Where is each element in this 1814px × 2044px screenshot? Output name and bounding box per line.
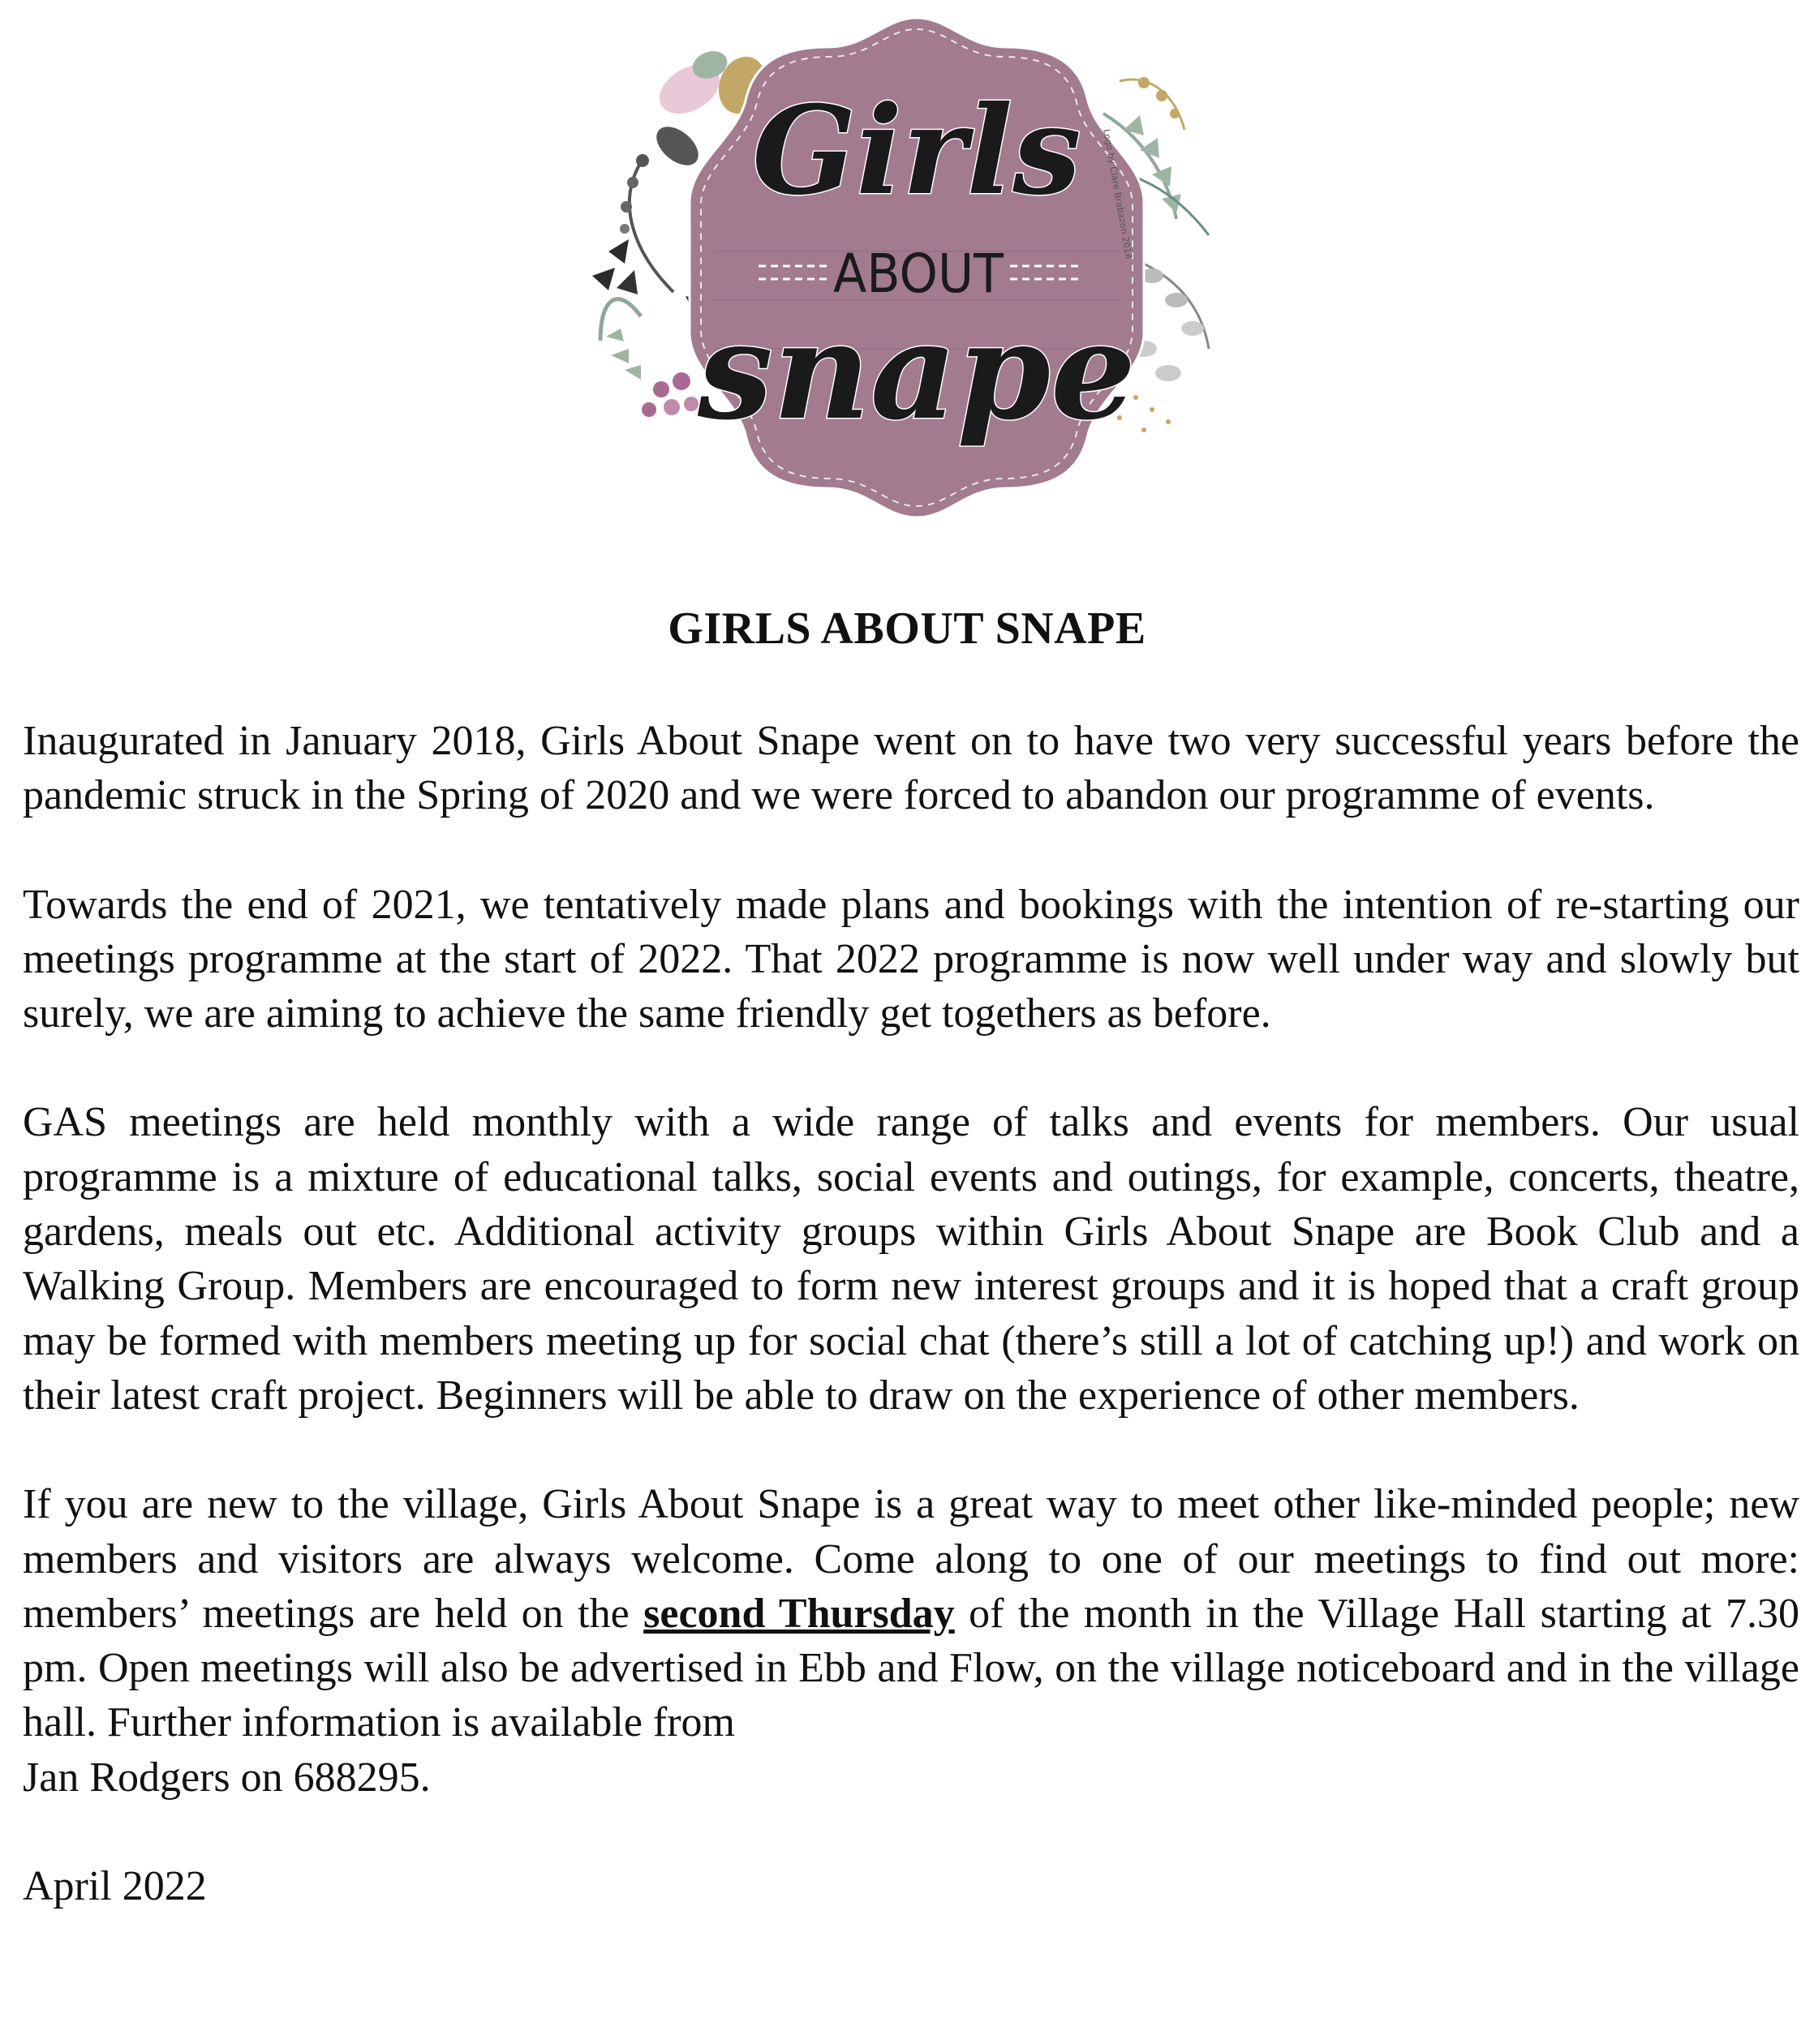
paragraph-inaugurated: Inaugurated in January 2018, Girls About Snape went on to have two very successful years before the pandemic struck in the Spring of 2020 and we were forced to abandon our programme of events. (23, 718, 1799, 819)
girls-about-snape-logo (584, 8, 1249, 527)
document-body (23, 714, 1799, 1913)
paragraph-meetings: GAS meetings are held monthly with a wide range of talks and events for members. Our usual programme is a mixture of educational talks, social events and outings, for example, concerts, theatre, gardens, meals out etc. Additional activity groups within Girls About Snape are Book Club and a Walking Group. Members are encouraged to form new interest groups and it is hoped that a craft group may be formed with members meeting up for social chat (there’s still a lot of catching up!) and work on their latest craft project. Beginners will be able to draw on the experience of other members. (23, 1099, 1799, 1419)
page-title: GIRLS ABOUT SNAPE (668, 603, 1146, 654)
paragraph-text-before: If you are new to the village, Girls About Snape is a great way to meet other like-minded people; new members and visitors are always welcome. Come along to one of our meetings to find out more: members’ meetings are held on the (23, 1481, 1799, 1637)
paragraph-text-after: of the month in the Village Hall starting at 7.30 pm. Open meetings will also be advertised in Ebb and Flow, on the village noticeboard and in the village hall. Further information is available from (23, 1590, 1800, 1746)
logo-word-about: ABOUT (833, 243, 1004, 305)
logo-word-girls: Girls (752, 79, 1081, 222)
contact-line: Jan Rodgers on 688295. (23, 1754, 431, 1801)
logo-word-snape: snape (697, 292, 1137, 449)
logo-credit: Logo by Clare Brabazon 2018 (1101, 128, 1135, 260)
document-date: April 2022 (23, 1863, 207, 1910)
paragraph-new-to-village (23, 1477, 1799, 1805)
paragraph-restarting: Towards the end of 2021, we tentatively made plans and bookings with the intention of re-starting our meetings programme at the start of 2022. That 2022 programme is now well under way and slowly but surely, we are aiming to achieve the same friendly get togethers as before. (23, 881, 1799, 1037)
meeting-day-emphasis: second Thursday (643, 1590, 955, 1637)
